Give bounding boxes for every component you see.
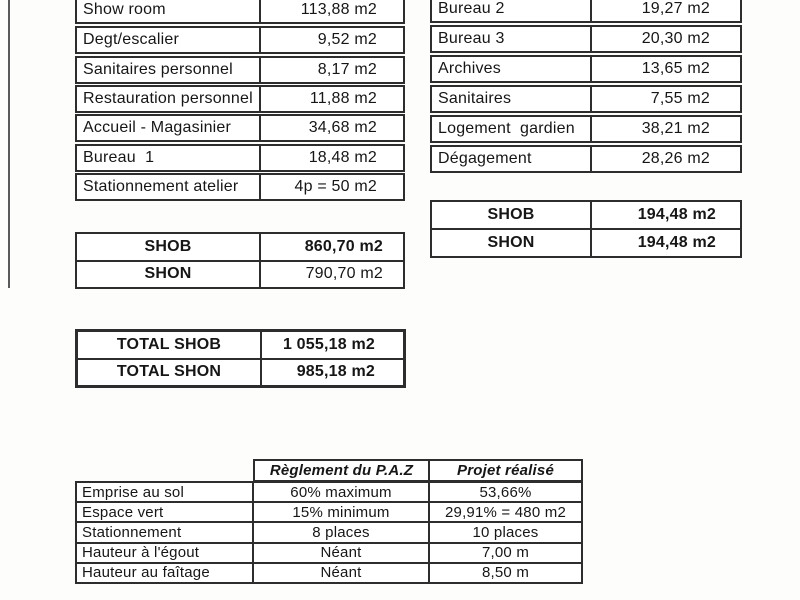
- table-row: [75, 144, 405, 172]
- summary-value: 860,70 m2: [304, 237, 383, 255]
- table-row: [75, 26, 405, 54]
- regulation-row: [77, 521, 581, 541]
- summary-label: SHOB: [77, 234, 261, 260]
- room-label: Stationnement atelier: [77, 175, 261, 199]
- paz-value: Néant: [254, 564, 430, 582]
- area-value: 20,30 m2: [641, 30, 710, 47]
- total-row: [78, 332, 403, 358]
- area-value: 7,55 m2: [650, 90, 710, 107]
- area-value: 11,88 m2: [309, 90, 377, 107]
- total-value: 985,18 m2: [296, 363, 375, 381]
- table-row: [75, 173, 405, 201]
- projet-value: 7,00 m: [481, 544, 530, 562]
- area-value: 18,48 m2: [308, 149, 377, 166]
- summary-row: [432, 202, 740, 228]
- paz-value: 60% maximum: [254, 483, 430, 501]
- summary-value: 790,70 m2: [305, 265, 383, 283]
- area-value: 34,68 m2: [308, 119, 377, 136]
- table-row: [430, 115, 742, 143]
- column-header-projet: Projet réalisé: [456, 462, 555, 479]
- room-label: Sanitaires personnel: [77, 58, 261, 82]
- table-row: [75, 114, 405, 142]
- summary-row: [77, 260, 403, 288]
- table-row: [75, 85, 405, 113]
- criterion-label: Emprise au sol: [77, 483, 254, 501]
- regulation-row: [77, 542, 581, 562]
- area-value: 28,26 m2: [641, 150, 710, 167]
- room-label: Bureau 1: [77, 146, 261, 170]
- criterion-label: Espace vert: [77, 503, 254, 521]
- area-value: 38,21 m2: [641, 120, 710, 137]
- paz-value: 15% minimum: [254, 503, 430, 521]
- total-value: 1 055,18 m2: [282, 335, 375, 353]
- room-label: Archives: [432, 57, 592, 81]
- summary-label: SHON: [77, 262, 261, 288]
- summary-value: 194,48 m2: [637, 234, 716, 251]
- room-label: Bureau 2: [432, 0, 592, 21]
- summary-value: 194,48 m2: [637, 206, 716, 223]
- regulation-row: [77, 483, 581, 501]
- summary-row: [77, 234, 403, 260]
- room-label: Sanitaires: [432, 87, 592, 111]
- regulation-table-body: [75, 481, 583, 584]
- table-row: [430, 0, 742, 23]
- total-label: TOTAL SHOB: [78, 332, 262, 358]
- totals-table: [75, 329, 406, 388]
- summary-label: SHON: [432, 230, 592, 256]
- scan-edge-line: [8, 0, 10, 288]
- table-row: [430, 55, 742, 83]
- column-header-paz: Règlement du P.A.Z: [255, 461, 430, 480]
- summary-label: SHOB: [432, 202, 592, 228]
- room-label: Dégagement: [432, 147, 592, 171]
- room-label: Bureau 3: [432, 27, 592, 51]
- summary-row: [432, 228, 740, 256]
- table-row: [75, 56, 405, 84]
- regulation-table-header: [253, 459, 583, 482]
- projet-value: 53,66%: [479, 483, 532, 501]
- area-value: 113,88 m2: [300, 1, 377, 18]
- paz-value: 8 places: [254, 523, 430, 541]
- room-label: Degt/escalier: [77, 28, 261, 52]
- table-row: [75, 0, 405, 24]
- table-row: [430, 85, 742, 113]
- total-label: TOTAL SHON: [78, 360, 262, 386]
- shob-shon-summary-left: [75, 232, 405, 289]
- criterion-label: Hauteur à l'égout: [77, 544, 254, 562]
- criterion-label: Stationnement: [77, 523, 254, 541]
- projet-value: 29,91% = 480 m2: [444, 503, 566, 521]
- table-row: [430, 145, 742, 173]
- regulation-row: [77, 562, 581, 582]
- room-label: Logement gardien: [432, 117, 592, 141]
- room-label: Restauration personnel: [77, 87, 261, 111]
- area-value: 19,27 m2: [641, 0, 710, 17]
- room-label: Accueil - Magasinier: [77, 116, 261, 140]
- projet-value: 10 places: [472, 524, 539, 541]
- total-row: [78, 358, 403, 386]
- area-value: 9,52 m2: [317, 31, 377, 48]
- projet-value: 8,50 m: [481, 564, 530, 582]
- area-value: 13,65 m2: [641, 60, 710, 77]
- area-value: 8,17 m2: [317, 61, 377, 78]
- shob-shon-summary-right: [430, 200, 742, 258]
- room-label: Show room: [77, 0, 261, 22]
- regulation-row: [77, 501, 581, 521]
- criterion-label: Hauteur au faîtage: [77, 564, 254, 582]
- table-row: [430, 25, 742, 53]
- paz-value: Néant: [254, 544, 430, 562]
- area-value: 4p = 50 m2: [294, 178, 377, 195]
